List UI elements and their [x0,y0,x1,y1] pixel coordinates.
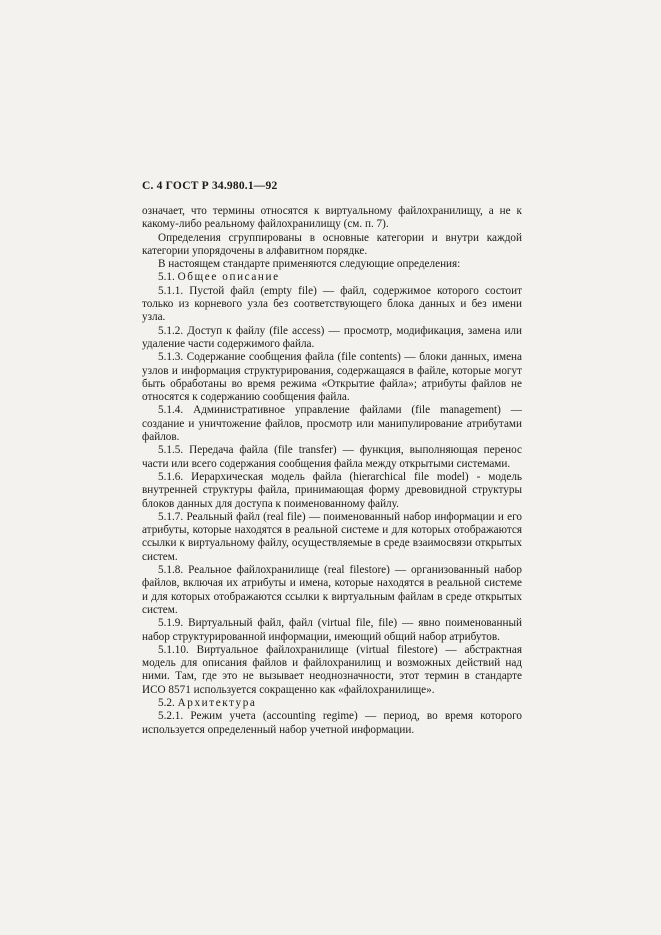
definition-5-1-5: 5.1.5. Передача файла (file transfer) — функция, выполняющая перенос части или всего содержания сообщения файла между открытыми системами. [142,444,522,470]
definition-5-1-7: 5.1.7. Реальный файл (real file) — поименованный набор информации и его атрибуты, которые находятся в реальной системе и для которых отображаются ссылки к виртуальному файлу, осуществляемые в среде взаимосвязи открытых систем. [142,510,522,563]
definition-5-1-2: 5.1.2. Доступ к файлу (file access) — просмотр, модификация, замена или удаление части содержимого файла. [142,324,522,350]
definition-5-1-6: 5.1.6. Иерархическая модель файла (hierarchical file model) - модель внутренней структуры файла, принимающая форму древовидной структуры блоков данных для доступа к поименованному файлу. [142,470,522,510]
section-number: 5.1. [158,271,175,284]
section-heading-5-2 [142,697,522,710]
definition-5-1-3: 5.1.3. Содержание сообщения файла (file contents) — блоки данных, имена узлов и информация структурирования, содержащаяся в файле, которые могут быть обработаны во время режима «Открытие файла»; атрибуты файлов не относятся к содержанию сообщения файла. [142,351,522,404]
paragraph: Определения сгруппированы в основные категории и внутри каждой категории упорядочены в алфавитном порядке. [142,231,522,257]
definition-5-1-4: 5.1.4. Административное управление файлами (file management) — создание и уничтожение файлов, просмотр или манипулирование атрибутами файлов. [142,404,522,444]
definition-5-1-9: 5.1.9. Виртуальный файл, файл (virtual file, file) — явно поименованный набор структурированной информации, имеющий общий набор атрибутов. [142,617,522,643]
section-number: 5.2. [158,696,175,709]
definition-5-1-8: 5.1.8. Реальное файлохранилище (real filestore) — организованный набор файлов, включая их атрибуты и имена, которые находятся в реальной системе и для которых отображаются ссылки к виртуальным файлам в среде открытых систем. [142,564,522,616]
definition-5-1-1: 5.1.1. Пустой файл (empty file) — файл, содержимое которого состоит только из корневого узла без соответствующего блока данных и без имени узла. [142,284,522,324]
section-heading-5-1 [142,271,522,284]
page-header: С. 4 ГОСТ Р 34.980.1—92 [142,180,278,192]
section-title: Архитектура [177,696,257,709]
paragraph: означает, что термины относятся к виртуальному файлохранилищу, а не к какому-либо реальному файлохранилищу (см. п. 7). [142,205,522,231]
definition-5-2-1: 5.2.1. Режим учета (accounting regime) — период, во время которого используется определенный набор учетной информации. [142,710,522,736]
paragraph: В настоящем стандарте применяются следующие определения: [158,258,461,271]
definition-5-1-10: 5.1.10. Виртуальное файлохранилище (virtual filestore) — абстрактная модель для описания файлов и файлохранилищ и возможных действий над ними. Там, где это не вызывает неоднозначности, этот термин в стандарте ИСО 8571 используется сокращенно как «файлохранилище». [142,643,522,696]
section-title: Общее описание [177,271,280,284]
document-body [142,205,522,737]
